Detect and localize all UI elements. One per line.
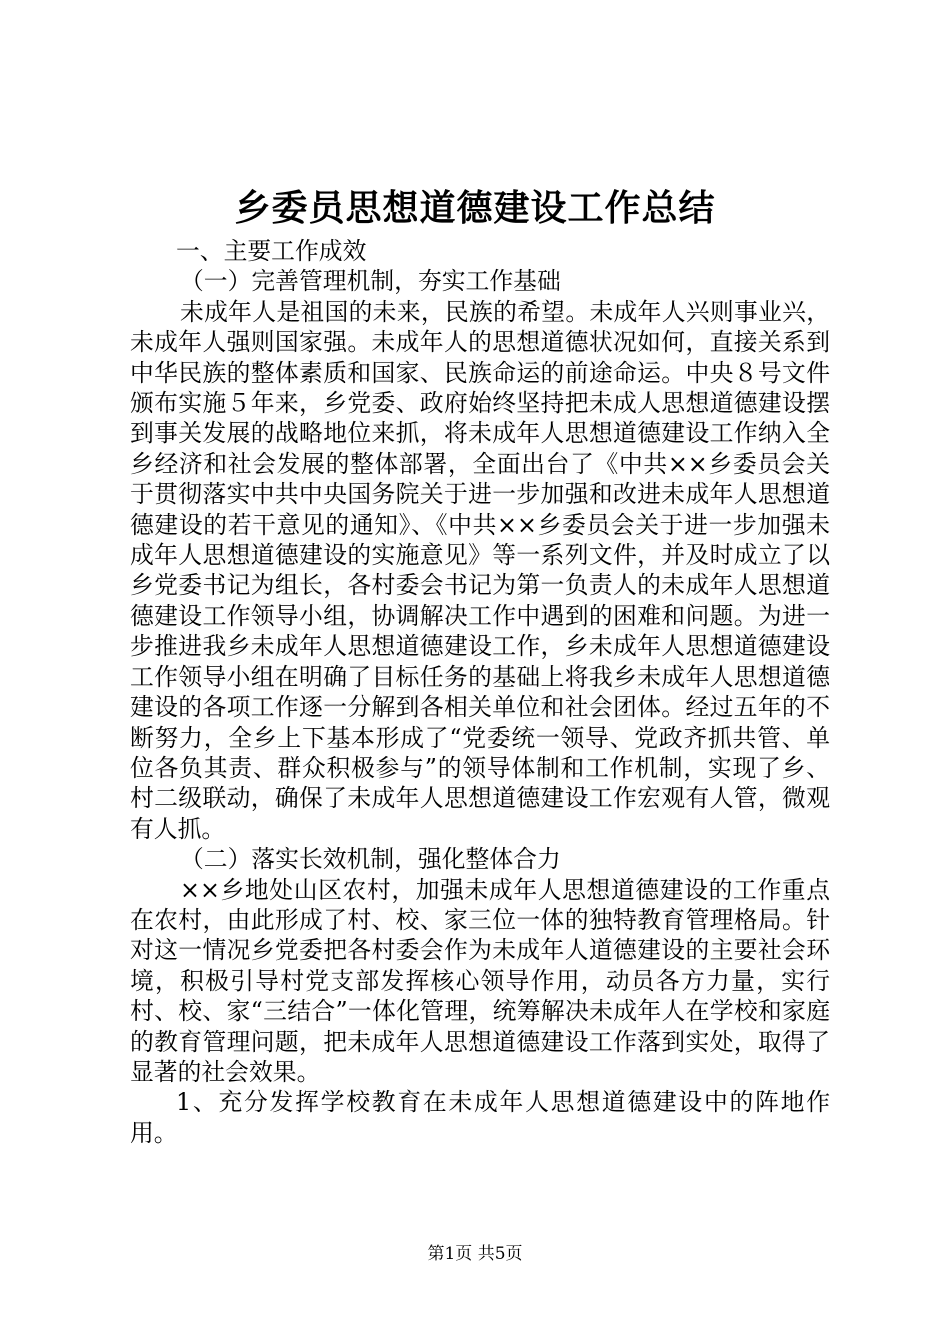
document-body xyxy=(130,236,830,1148)
document-title: 乡委员思想道德建设工作总结 xyxy=(234,187,716,229)
subsection-heading: （一）完善管理机制，夯实工作基础 xyxy=(180,267,561,296)
body-paragraph: ××乡地处山区农村，加强未成年人思想道德建设的工作重点在农村，由此形成了村、校、家三位一体的独特教育管理格局。针对这一情况乡党委把各村委会作为未成年人道德建设的主要社会环境，积极引导村党支部发挥核心领导作用，动员各方力量，实行村、校、家“三结合”一体化管理，统筹解决未成年人在学校和家庭的教育管理问题，把未成年人思想道德建设工作落到实处，取得了显著的社会效果。 xyxy=(130,875,830,1086)
page-footer: 第1页 共5页 xyxy=(427,1244,523,1264)
subsection-heading: （二）落实长效机制，强化整体合力 xyxy=(180,845,561,874)
section-heading: 一、主要工作成效 xyxy=(176,237,367,265)
list-item: 1、充分发挥学校教育在未成年人思想道德建设中的阵地作用。 xyxy=(130,1088,830,1147)
body-paragraph: 未成年人是祖国的未来，民族的希望。未成年人兴则事业兴，未成年人强则国家强。未成年人的思想道德状况如何，直接关系到中华民族的整体素质和国家、民族命运的前途命运。中央８号文件颁布实施５年来，乡党委、政府始终坚持把未成人思想道德建设摆到事关发展的战略地位来抓，将未成年人思想道德建设工作纳入全乡经济和社会发展的整体部署，全面出台了《中共××乡委员会关于贯彻落实中共中央国务院关于进一步加强和改进未成年人思想道德建设的若干意见的通知》、《中共××乡委员会关于进一步加强未成年人思想道德建设的实施意见》等一系列文件，并及时成立了以乡党委书记为组长，各村委会书记为第一负责人的未成年人思想道德建设工作领导小组，协调解决工作中遇到的困难和问题。为进一步推进我乡未成年人思想道德建设工作，乡未成年人思想道德建设工作领导小组在明确了目标任务的基础上将我乡未成年人思想道德建设的各项工作逐一分解到各相关单位和社会团体。经过五年的不断努力，全乡上下基本形成了“党委统一领导、党政齐抓共管、单位各负其责、群众积极参与”的领导体制和工作机制，实现了乡、村二级联动，确保了未成年人思想道德建设工作宏观有人管，微观有人抓。 xyxy=(130,297,830,843)
